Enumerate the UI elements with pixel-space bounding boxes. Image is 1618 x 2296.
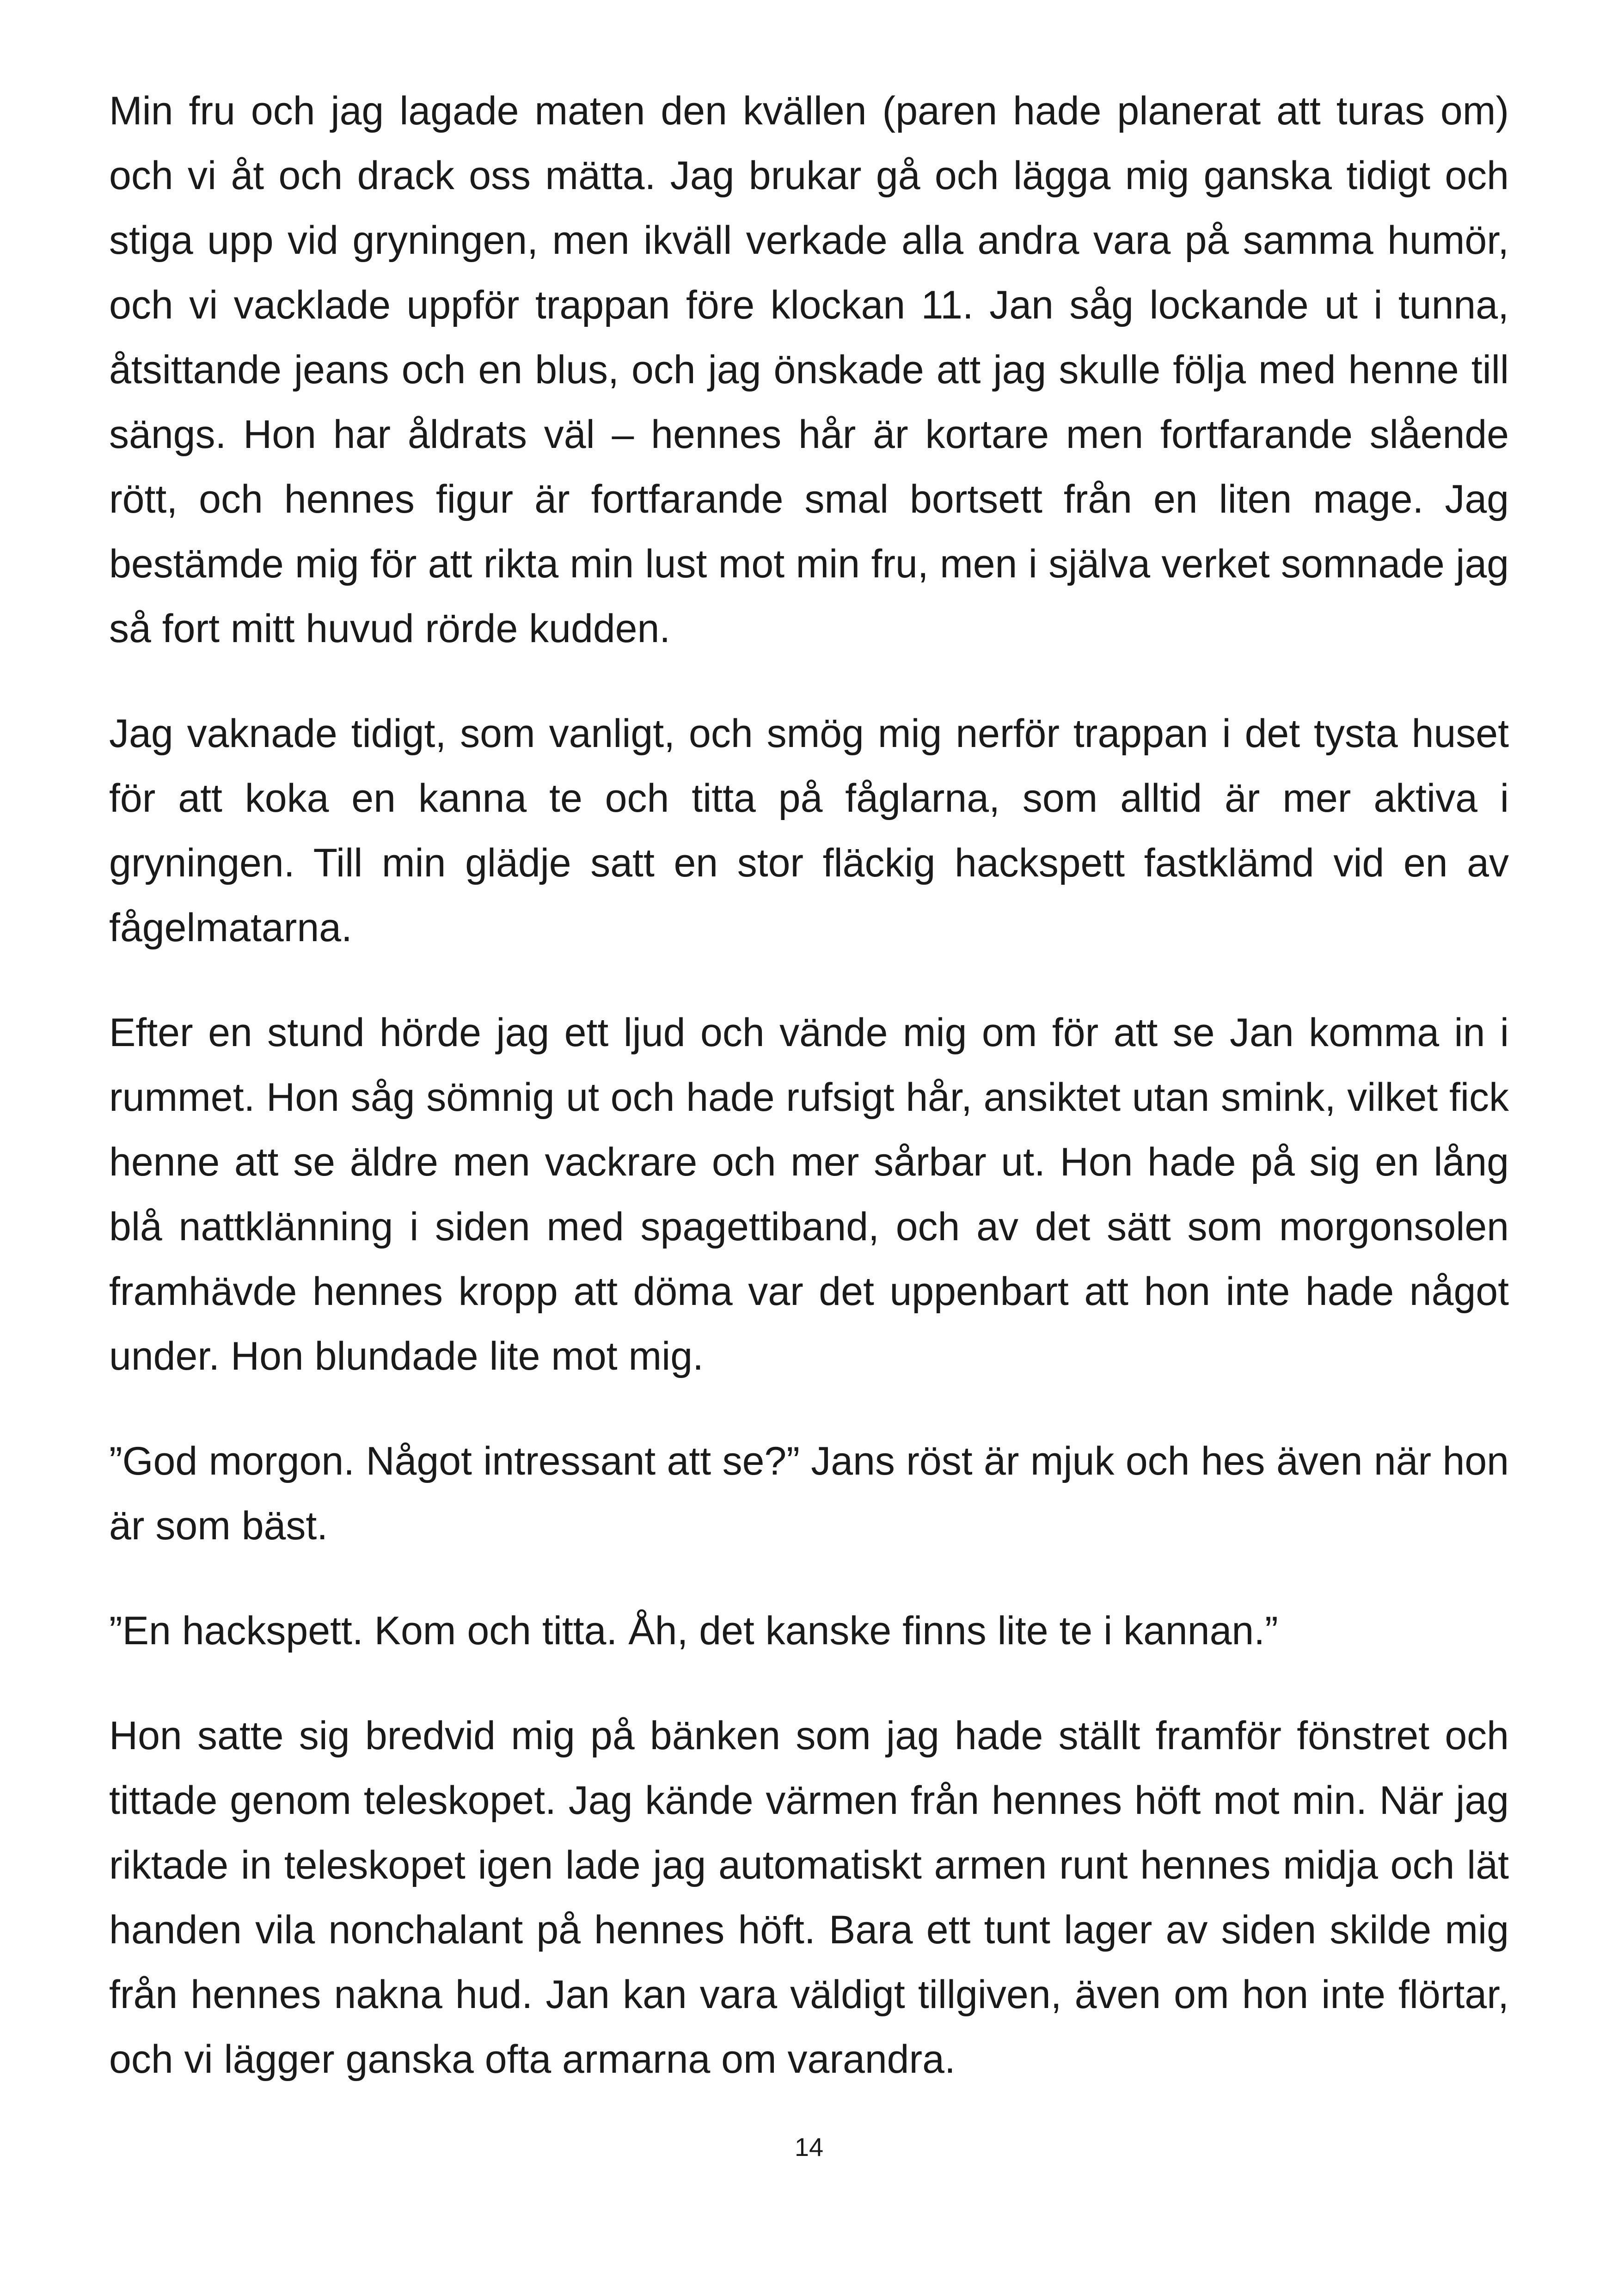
paragraph-6: Hon satte sig bredvid mig på bänken som jag hade ställt framför fönstret och tittade genom teleskopet. Jag kände värmen från hennes höft mot min. När jag riktade in teleskopet igen lade jag automatiskt armen runt hennes midja och lät handen vila nonchalant på hennes höft. Bara ett tunt lager av siden skilde mig från hennes nakna hud. Jan kan vara väldigt tillgiven, även om hon inte flörtar, och vi lägger ganska ofta armarna om varandra.: [109, 1714, 1509, 2082]
body-text: [109, 79, 1509, 2092]
page-number: 14: [794, 2132, 824, 2161]
paragraph-5: ”En hackspett. Kom och titta. Åh, det kanske finns lite te i kannan.”: [109, 1609, 1278, 1653]
paragraph-1: Min fru och jag lagade maten den kvällen (paren hade planerat att turas om) och vi åt och drack oss mätta. Jag brukar gå och lägga mig ganska tidigt och stiga upp vid gryningen, men ikväll verkade alla andra vara på samma humör, och vi vacklade uppför trappan före klockan 11. Jan såg lockande ut i tunna, åtsittande jeans och en blus, och jag önskade att jag skulle följa med henne till sängs. Hon har åldrats väl – hennes hår är kortare men fortfarande slående rött, och hennes figur är fortfarande smal bortsett från en liten mage. Jag bestämde mig för att rikta min lust mot min fru, men i själva verket somnade jag så fort mitt huvud rörde kudden.: [109, 89, 1509, 651]
paragraph-4: ”God morgon. Något intressant att se?” Jans röst är mjuk och hes även när hon är som bäst.: [109, 1439, 1509, 1548]
paragraph-3: Efter en stund hörde jag ett ljud och vände mig om för att se Jan komma in i rummet. Hon såg sömnig ut och hade rufsigt hår, ansiktet utan smink, vilket fick henne att se äldre men vackrare och mer sårbar ut. Hon hade på sig en lång blå nattklänning i siden med spagettiband, och av det sätt som morgonsolen framhävde hennes kropp att döma var det uppenbart att hon inte hade något under. Hon blundade lite mot mig.: [109, 1010, 1509, 1378]
paragraph-2: Jag vaknade tidigt, som vanligt, och smög mig nerför trappan i det tysta huset för att koka en kanna te och titta på fåglarna, som alltid är mer aktiva i gryningen. Till min glädje satt en stor fläckig hackspett fastklämd vid en av fågelmatarna.: [109, 711, 1509, 950]
